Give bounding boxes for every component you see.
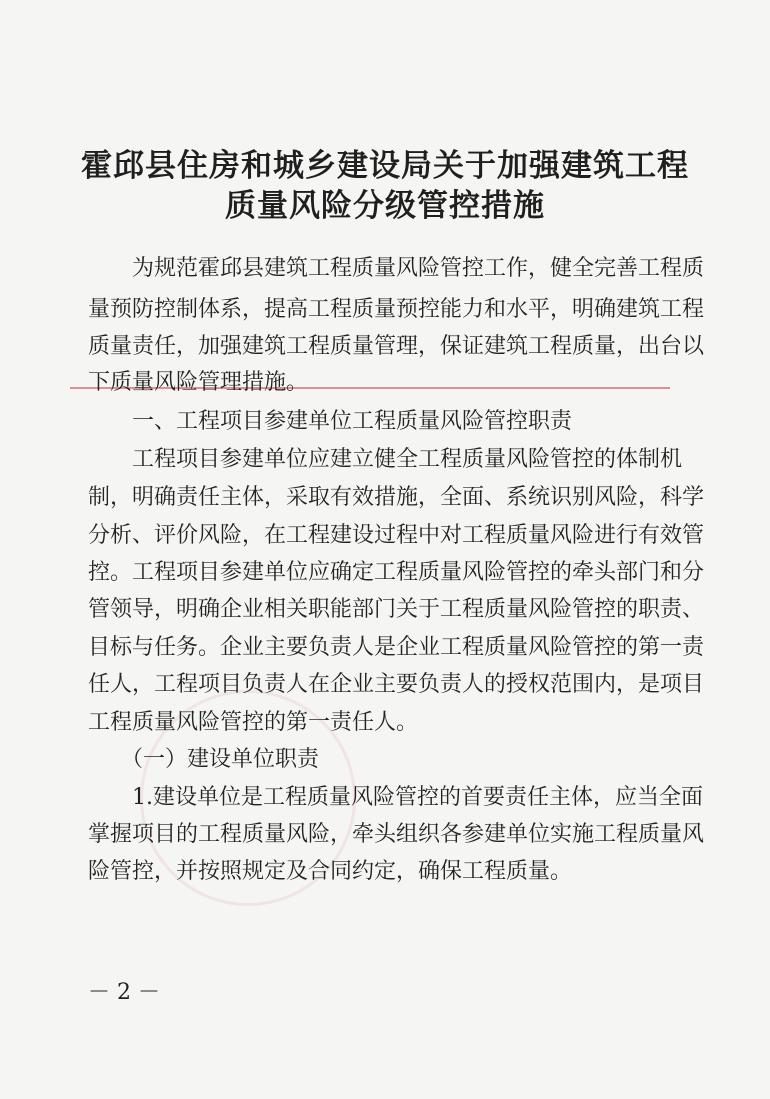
subsection-heading: （一）建设单位职责 [88,747,320,772]
body-line: 分析、评价风险，在工程建设过程中对工程质量风险进行有效管 [88,523,705,548]
body-line: 下质量风险管理措施。 [88,370,309,395]
body-line: 1.建设单位是工程质量风险管控的首要责任主体，应当全面 [88,785,703,810]
body-line: 任人，工程项目负责人在企业主要负责人的授权范围内，是项目 [88,672,705,697]
document-title-line2: 质量风险分级管控措施 [225,188,545,224]
body-line: 管领导，明确企业相关职能部门关于工程质量风险管控的职责、 [88,597,705,622]
body-line: 质量责任，加强建筑工程质量管理，保证建筑工程质量，出台以 [88,334,705,359]
body-line: 制，明确责任主体，采取有效措施，全面、系统识别风险，科学 [88,485,705,510]
page-number: － 2 － [88,980,160,1005]
document-title-line1: 霍邱县住房和城乡建设局关于加强建筑工程 [81,148,689,184]
body-line: 工程项目参建单位应建立健全工程质量风险管控的体制机 [88,447,683,472]
body-line: 工程质量风险管控的第一责任人。 [88,710,419,735]
body-line: 险管控，并按照规定及合同约定，确保工程质量。 [88,859,573,884]
body-line: 控。工程项目参建单位应确定工程质量风险管控的牵头部门和分 [88,560,705,585]
body-line: 量预防控制体系，提高工程质量预控能力和水平，明确建筑工程 [88,297,705,322]
section-heading: 一、工程项目参建单位工程质量风险管控职责 [88,409,573,434]
body-line: 为规范霍邱县建筑工程质量风险管控工作，健全完善工程质 [88,256,705,281]
body-line: 目标与任务。企业主要负责人是企业工程质量风险管控的第一责 [88,635,705,660]
body-line: 掌握项目的工程质量风险，牵头组织各参建单位实施工程质量风 [88,822,705,847]
